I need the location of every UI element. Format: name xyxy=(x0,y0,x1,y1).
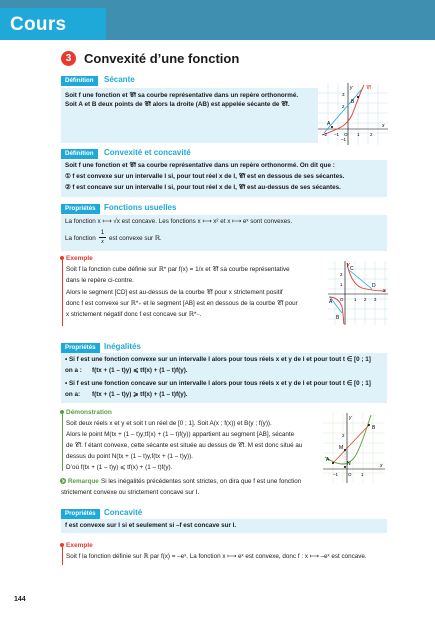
convexite-line-2: ① f est convexe sur un intervalle I si, pour tout réel x de I, 𝒞f est en dessous de ses sécantes. xyxy=(65,173,345,180)
secante-title: Sécante xyxy=(104,75,135,84)
graph2-tick-x2: 2 xyxy=(364,297,367,302)
inegalites-line-4b: f(tx + (1 – t)y) ⩾ tf(x) + (1 – t)f(y). xyxy=(92,391,188,398)
concavite-line-1: f est convexe sur I si et seulement si –f est concave sur I. xyxy=(65,522,237,529)
demo-rule xyxy=(62,414,63,471)
graph3-tick-m1: –1 xyxy=(333,472,339,477)
section-number-badge: 3 xyxy=(61,51,76,66)
inegalites-line-3: • Si f est une fonction concave sur un intervalle I alors pour tous réels x et y de I et pour tout t ∈ [0 ; 1] xyxy=(65,380,371,387)
inegalites-line-2a: on a : xyxy=(65,367,82,374)
demonstration-label: Démonstration xyxy=(66,409,112,416)
graph1-tick-2: 2 xyxy=(342,104,345,109)
secante-line-1: Soit f une fonction et 𝒞f sa courbe représentative dans un repère orthonormé. xyxy=(65,92,299,99)
graph1-tick-3: 3 xyxy=(342,92,345,97)
graph2-tick-1: 1 xyxy=(340,282,343,287)
graph3-origin: O xyxy=(348,472,352,477)
remarque-line-2: strictement convexe ou strictement concave sur I. xyxy=(61,489,200,496)
graph2-point-A: A xyxy=(329,299,333,305)
graph2-point-B: B xyxy=(336,315,340,321)
graph1-origin: O xyxy=(344,132,348,137)
page-header-title: Cours xyxy=(10,14,67,35)
demo-line-2: Alors le point M(tx + (1 – t)y;tf(x) + (1 – t)f(y)) appartient au segment [AB], sécante xyxy=(66,431,295,438)
graph1-tick-2x: 2 xyxy=(370,132,373,137)
example1-line-1: Soit f la fonction cube définie sur ℝ* par f(x) = 1/x et 𝒞f sa courbe représentative xyxy=(66,266,290,273)
properties-tag-inegalites: Propriétés xyxy=(61,343,100,353)
properties-tag-usuelles: Propriétés xyxy=(61,204,100,214)
graph1-curve-label: 𝒞f xyxy=(366,85,372,91)
graph1-tick-m2: –2 xyxy=(322,132,328,137)
definition-tag-convexite: Définition xyxy=(61,149,98,159)
graph2-tick-x3: 3 xyxy=(374,297,377,302)
graph1-label-y: y xyxy=(350,85,353,91)
graph2-label-y: y xyxy=(347,262,350,268)
graph2-tick-2: 2 xyxy=(340,272,343,277)
graph3-point-B: B xyxy=(372,425,376,431)
usuelles-frac-den: x xyxy=(101,238,104,245)
graph1-label-x: x xyxy=(382,123,385,129)
graph3-point-A: A xyxy=(326,457,330,463)
graph2-point-D: D xyxy=(372,283,376,289)
example1-graph xyxy=(328,261,388,325)
demo-line-5: D’où f(tx + (1 – t)y) ⩽ tf(x) + (1 – t)f(y). xyxy=(66,464,173,471)
example2-line-1: Soit f la fonction définie sur ℝ par f(x) = –eˣ. La fonction x ⟼ eˣ est convexe, donc f : x ⟼ –eˣ est concave. xyxy=(66,553,367,560)
graph2-tick-x1: 1 xyxy=(354,297,357,302)
demo-graph xyxy=(323,413,385,483)
definition-tag-secante: Définition xyxy=(61,76,98,86)
section-title: Convexité d’une fonction xyxy=(84,51,240,66)
usuelles-line-2a: La fonction xyxy=(65,235,96,242)
graph3-point-M: M xyxy=(339,445,344,451)
secante-line-2: Soit A et B deux points de 𝒞f alors la droite (AB) est appelée sécante de 𝒞f. xyxy=(65,101,290,108)
graph2-label-x: x xyxy=(383,288,386,294)
graph2-origin: O xyxy=(340,297,344,302)
example1-line-3: Alors le segment [CD] est au-dessus de la courbe 𝒞f pour x strictement positif xyxy=(66,289,283,296)
convexite-line-3: ② f est concave sur un intervalle I si, pour tout réel x de I, 𝒞f est au-dessus de ses sécantes. xyxy=(65,184,341,191)
example1-label: Exemple xyxy=(66,255,93,262)
usuelles-frac xyxy=(99,229,106,246)
convexite-title: Convexité et concavité xyxy=(104,148,191,157)
inegalites-title: Inégalités xyxy=(104,342,141,351)
usuelles-line-1: La fonction x ⟼ √x est concave. Les fonctions x ⟼ x² et x ⟼ eˣ sont convexes. xyxy=(65,218,293,225)
page-number: 144 xyxy=(14,596,26,603)
example1-rule xyxy=(62,260,63,326)
remarque-arrow-icon xyxy=(60,478,66,484)
graph3-tick-2: 2 xyxy=(342,433,345,438)
inegalites-line-1: • Si f est une fonction convexe sur un intervalle I alors pour tous réels x et y de I et pour tout t ∈ [0 ; 1] xyxy=(65,356,371,363)
example1-line-4: donc f est convexe sur ℝ*₊ et le segment [AB] est en dessous de la courbe 𝒞f pour xyxy=(66,300,298,307)
demo-line-1: Soit deux réels x et y et soit t un réel de [0 ; 1]. Soit A(x ; f(x)) et B(y ; f(y)). xyxy=(66,420,272,427)
properties-tag-concavite: Propriétés xyxy=(61,509,100,519)
graph1-tick-m1y: –1 xyxy=(341,137,347,142)
demo-line-4: dessus du point N(tx + (1 – t)y,f(tx + (1 – t)y)). xyxy=(66,453,193,460)
graph1-tick-m1: –1 xyxy=(334,132,340,137)
example2-rule xyxy=(62,547,63,565)
concavite-title: Concavité xyxy=(104,508,143,517)
graph3-point-N: N xyxy=(347,461,351,467)
graph2-point-C: C xyxy=(350,266,354,272)
graph1-point-B: B xyxy=(351,99,355,105)
graph3-label-x: x xyxy=(380,463,383,469)
example2-label: Exemple xyxy=(66,542,93,549)
example1-line-5: x strictement négatif donc f est concave sur ℝ*₋. xyxy=(66,311,202,318)
graph3-label-y: y xyxy=(349,415,352,421)
example1-line-2: dans le repère ci-contre. xyxy=(66,277,134,284)
usuelles-title: Fonctions usuelles xyxy=(104,203,177,212)
graph3-tick-1: 1 xyxy=(361,472,364,477)
inegalites-line-2b: f(tx + (1 – t)y) ⩽ tf(x) + (1 – t)f(y). xyxy=(92,367,188,374)
usuelles-line-2b: est convexe sur ℝ. xyxy=(109,235,162,242)
remarque-line-1: Si les inégalités précédentes sont strictes, on dira que f est une fonction xyxy=(101,478,302,485)
secante-graph xyxy=(318,83,388,145)
graph1-point-A: A xyxy=(327,121,331,127)
inegalites-line-4a: on a: xyxy=(65,391,81,398)
remarque-label: Remarque xyxy=(68,478,99,485)
demo-line-3: de 𝒞f. f étant convexe, cette sécante est située au dessus de 𝒞f. M est donc situé au xyxy=(66,442,303,449)
usuelles-frac-num: 1 xyxy=(100,229,105,236)
convexite-line-1: Soit f une fonction et 𝒞f sa courbe représentative dans un repère orthonormé. On dit que : xyxy=(65,162,335,169)
graph1-tick-1: 1 xyxy=(357,132,360,137)
